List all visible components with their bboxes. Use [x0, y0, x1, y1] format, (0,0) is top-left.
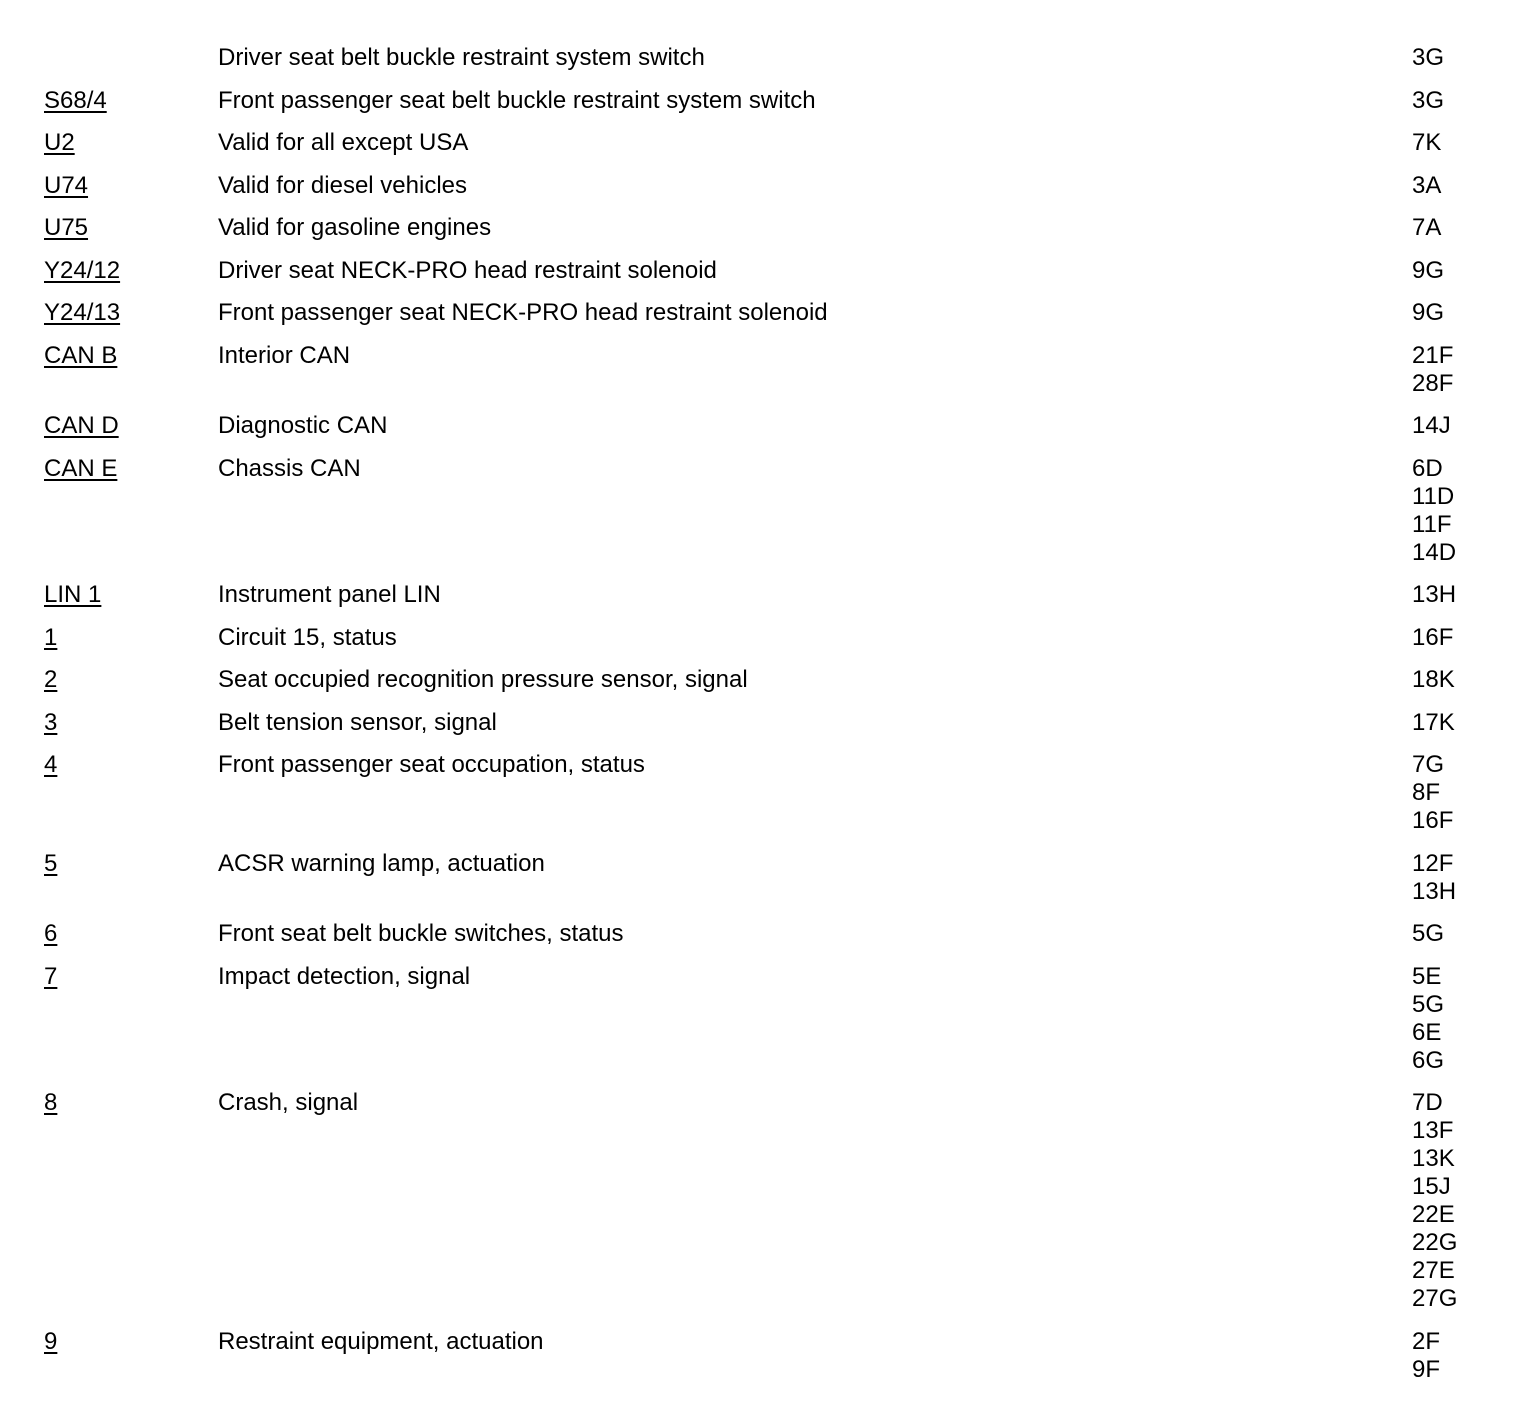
legend-row: [0, 666, 1520, 709]
grid-reference: 16F: [1412, 807, 1454, 834]
grid-reference: 18K: [1412, 666, 1455, 693]
legend-row: [0, 1089, 1520, 1328]
grid-references: [1412, 214, 1512, 242]
grid-reference: 11F: [1412, 510, 1452, 538]
grid-reference: 27E: [1412, 1257, 1455, 1284]
legend-row: [0, 581, 1520, 624]
grid-reference: 22G: [1412, 1229, 1458, 1256]
legend-row: [0, 342, 1520, 413]
legend-row: [0, 709, 1520, 752]
grid-reference: 27G: [1412, 1285, 1458, 1312]
grid-reference: 16F: [1412, 623, 1454, 651]
grid-reference: 11D: [1412, 482, 1455, 510]
component-code: CAN B: [44, 341, 118, 369]
grid-reference: 12F: [1412, 849, 1454, 877]
grid-reference: 13H: [1412, 581, 1457, 608]
grid-reference: 7A: [1412, 214, 1442, 241]
legend-table: [0, 44, 1520, 1398]
legend-row: [0, 87, 1520, 130]
legend-row: [0, 1328, 1520, 1399]
grid-reference: 8F: [1412, 779, 1441, 806]
grid-references: [1412, 666, 1512, 694]
component-code: Y24/12: [44, 256, 121, 284]
component-description: Front passenger seat occupation, status: [218, 751, 645, 778]
component-code: 2: [44, 666, 58, 693]
grid-references: [1412, 1328, 1512, 1384]
component-description: Seat occupied recognition pressure sensor, signal: [218, 666, 748, 693]
component-code: CAN D: [44, 412, 119, 439]
component-description: Crash, signal: [218, 1089, 359, 1116]
grid-reference: 17K: [1412, 708, 1455, 736]
grid-references: [1412, 1089, 1512, 1313]
grid-references: [1412, 87, 1512, 115]
legend-row: [0, 172, 1520, 215]
component-description: Belt tension sensor, signal: [218, 708, 497, 736]
grid-references: [1412, 963, 1512, 1075]
grid-reference: 5G: [1412, 920, 1445, 947]
component-code: 7: [44, 962, 58, 990]
grid-reference: 5G: [1412, 990, 1445, 1018]
legend-row: [0, 129, 1520, 172]
legend-row: [0, 299, 1520, 342]
component-code: U2: [44, 129, 75, 156]
grid-reference: 6D: [1412, 454, 1443, 482]
grid-references: [1412, 850, 1512, 906]
component-description: Front passenger seat belt buckle restraint system switch: [218, 86, 816, 114]
grid-reference: 6G: [1412, 1046, 1445, 1074]
component-code: 4: [44, 751, 58, 778]
grid-reference: 9F: [1412, 1355, 1441, 1383]
legend-row: [0, 751, 1520, 850]
grid-reference: 7D: [1412, 1089, 1443, 1116]
grid-reference: 5E: [1412, 962, 1442, 990]
component-description: Instrument panel LIN: [218, 581, 441, 608]
component-description: Impact detection, signal: [218, 962, 471, 990]
legend-row: [0, 850, 1520, 921]
component-description: Restraint equipment, actuation: [218, 1327, 544, 1355]
component-description: ACSR warning lamp, actuation: [218, 849, 545, 877]
grid-reference: 3A: [1412, 171, 1442, 199]
component-description: Driver seat belt buckle restraint system switch: [218, 44, 705, 71]
component-code: 8: [44, 1089, 58, 1116]
grid-reference: 7G: [1412, 751, 1445, 778]
component-code: 6: [44, 920, 58, 947]
grid-reference: 7K: [1412, 129, 1442, 156]
component-description: Diagnostic CAN: [218, 412, 388, 439]
grid-reference: 21F: [1412, 341, 1454, 369]
component-description: Front passenger seat NECK-PRO head restraint solenoid: [218, 299, 828, 326]
grid-references: [1412, 412, 1512, 440]
component-code: 3: [44, 708, 58, 736]
grid-reference: 13F: [1412, 1117, 1454, 1144]
grid-references: [1412, 129, 1512, 157]
legend-row: [0, 412, 1520, 455]
component-description: Valid for all except USA: [218, 129, 469, 156]
component-code: 1: [44, 623, 58, 651]
component-description: Valid for gasoline engines: [218, 214, 492, 241]
component-code: U74: [44, 171, 89, 199]
grid-references: [1412, 342, 1512, 398]
component-code: CAN E: [44, 454, 118, 482]
grid-references: [1412, 751, 1512, 835]
grid-reference: 15J: [1412, 1173, 1451, 1200]
grid-reference: 14D: [1412, 538, 1457, 566]
grid-reference: 3G: [1412, 44, 1445, 71]
grid-references: [1412, 172, 1512, 200]
component-code: S68/4: [44, 86, 107, 114]
grid-reference: 6E: [1412, 1018, 1442, 1046]
grid-reference: 3G: [1412, 86, 1445, 114]
grid-reference: 14J: [1412, 412, 1451, 439]
component-description: Valid for diesel vehicles: [218, 171, 468, 199]
legend-row: [0, 257, 1520, 300]
grid-references: [1412, 920, 1512, 948]
component-code: Y24/13: [44, 299, 121, 326]
grid-references: [1412, 257, 1512, 285]
component-description: Front seat belt buckle switches, status: [218, 920, 624, 947]
grid-reference: 22E: [1412, 1201, 1455, 1228]
grid-reference: 9G: [1412, 299, 1445, 326]
grid-references: [1412, 581, 1512, 609]
component-code: 9: [44, 1327, 58, 1355]
legend-row: [0, 920, 1520, 963]
component-description: Chassis CAN: [218, 454, 361, 482]
grid-reference: 28F: [1412, 369, 1454, 397]
legend-row: [0, 214, 1520, 257]
grid-references: [1412, 455, 1512, 567]
component-code: LIN 1: [44, 581, 102, 608]
component-code: U75: [44, 214, 89, 241]
component-description: Interior CAN: [218, 341, 351, 369]
grid-reference: 2F: [1412, 1327, 1441, 1355]
grid-reference: 13H: [1412, 877, 1457, 905]
legend-row: [0, 624, 1520, 667]
legend-row: [0, 455, 1520, 582]
grid-references: [1412, 44, 1512, 72]
grid-references: [1412, 299, 1512, 327]
legend-row: [0, 44, 1520, 87]
grid-reference: 13K: [1412, 1145, 1455, 1172]
component-description: Circuit 15, status: [218, 623, 397, 651]
grid-references: [1412, 709, 1512, 737]
legend-row: [0, 963, 1520, 1090]
grid-references: [1412, 624, 1512, 652]
component-code: 5: [44, 849, 58, 877]
component-description: Driver seat NECK-PRO head restraint solenoid: [218, 256, 717, 284]
grid-reference: 9G: [1412, 256, 1445, 284]
